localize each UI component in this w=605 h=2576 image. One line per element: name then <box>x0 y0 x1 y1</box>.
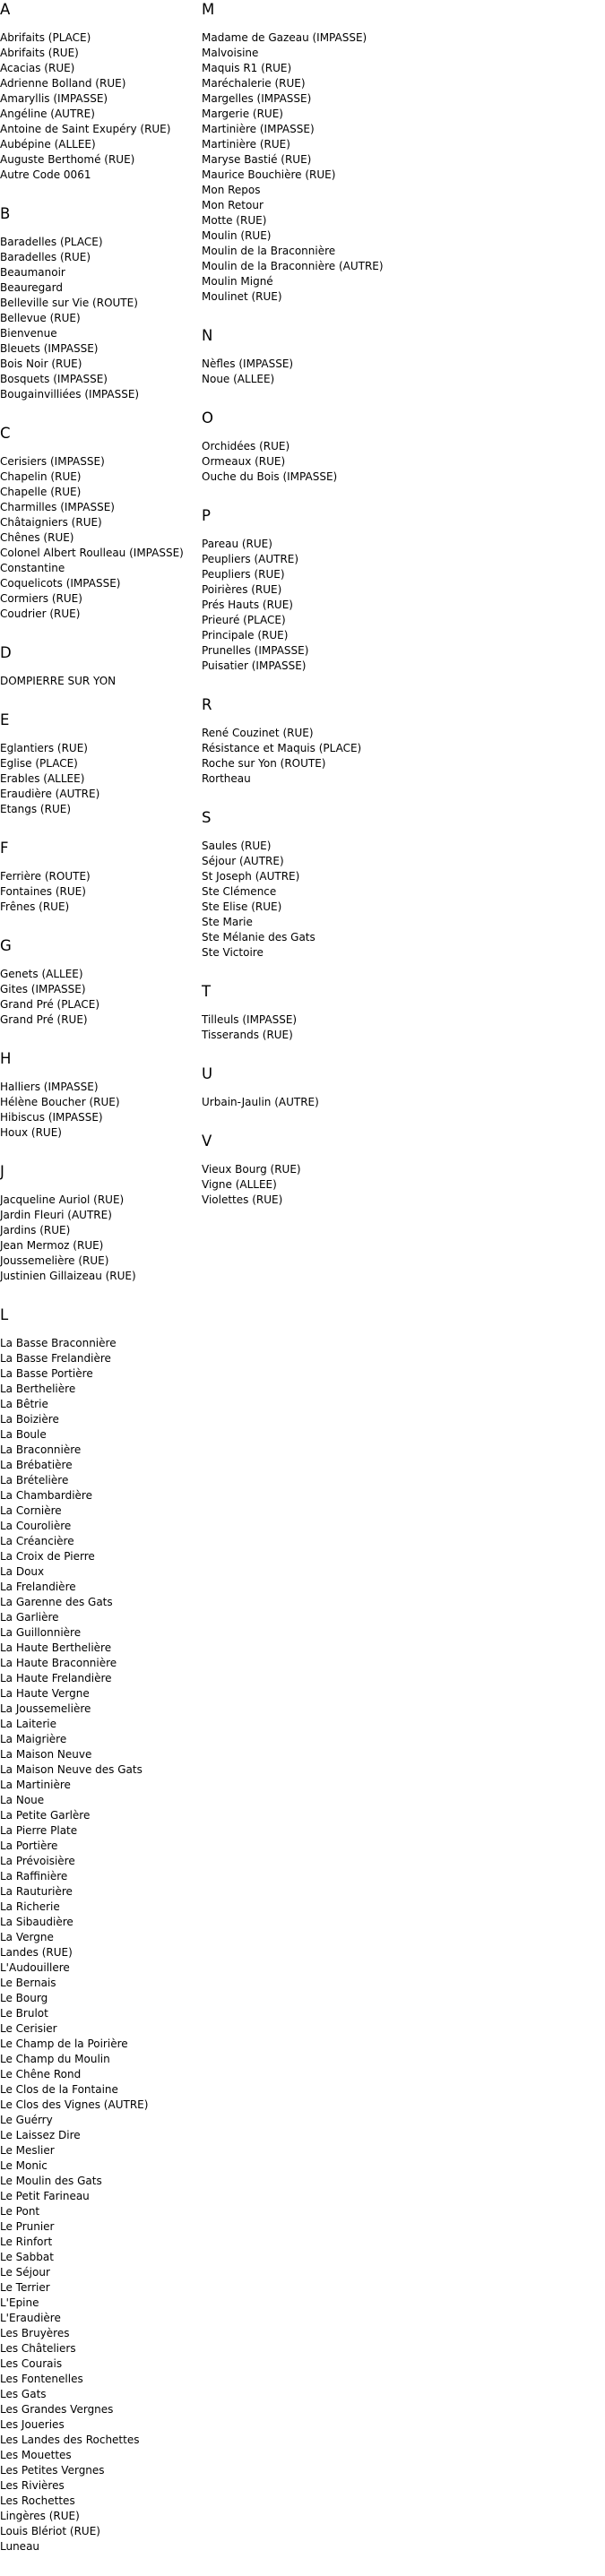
street-link[interactable]: Auguste Berthomé (RUE) <box>0 153 135 166</box>
letter-group-r <box>202 695 596 787</box>
street-link[interactable]: Les Fontenelles <box>0 2373 83 2385</box>
street-link[interactable]: Charmilles (IMPASSE) <box>0 501 115 513</box>
street-link[interactable]: Le Bernais <box>0 1977 56 1989</box>
street-list <box>0 454 193 622</box>
street-link[interactable]: Le Brulot <box>0 2007 48 2020</box>
street-list <box>202 537 596 674</box>
street-link[interactable]: La Raffinière <box>0 1870 68 1882</box>
street-link[interactable]: Motte (RUE) <box>202 214 267 227</box>
street-link[interactable]: Acacias (RUE) <box>0 62 75 74</box>
street-link[interactable]: Roche sur Yon (ROUTE) <box>202 757 326 770</box>
letter-group-t <box>202 982 596 1043</box>
street-link[interactable]: Moulin de la Braconnière (AUTRE) <box>202 260 384 272</box>
street-link[interactable]: Saules (RUE) <box>202 840 272 852</box>
street-list <box>0 1193 193 1284</box>
street-link[interactable]: La Haute Berthelière <box>0 1641 112 1654</box>
street-link[interactable]: Aubépine (ALLEE) <box>0 138 96 151</box>
street-link[interactable]: Les Gats <box>0 2388 47 2400</box>
street-link[interactable]: La Martinière <box>0 1779 71 1791</box>
street-link[interactable]: Frênes (RUE) <box>0 900 70 913</box>
street-link[interactable]: L'Audouillere <box>0 1961 70 1974</box>
street-link[interactable]: Le Bourg <box>0 1992 48 2004</box>
street-link[interactable]: Grand Pré (RUE) <box>0 1013 88 1026</box>
street-list <box>202 1095 596 1110</box>
street-link[interactable]: Le Moulin des Gats <box>0 2175 102 2187</box>
street-link[interactable]: Rortheau <box>202 772 251 785</box>
letter-group-b <box>0 204 193 402</box>
street-link[interactable]: Eglantiers (RUE) <box>0 742 88 754</box>
street-link[interactable]: Eglise (PLACE) <box>0 757 78 770</box>
street-link[interactable]: Chapelin (RUE) <box>0 470 82 483</box>
street-link[interactable]: Fontaines (RUE) <box>0 885 86 898</box>
street-link[interactable]: Peupliers (AUTRE) <box>202 553 299 565</box>
street-link[interactable]: Vigne (ALLEE) <box>202 1178 277 1191</box>
street-link[interactable]: La Haute Frelandière <box>0 1672 112 1684</box>
street-link[interactable]: Pareau (RUE) <box>202 538 272 550</box>
street-link[interactable]: Le Rinfort <box>0 2236 53 2248</box>
letter-group-c <box>0 424 193 622</box>
street-link[interactable]: Les Châteliers <box>0 2342 76 2355</box>
street-link[interactable]: Principale (RUE) <box>202 629 289 642</box>
street-link[interactable]: Louis Blériot (RUE) <box>0 2525 100 2537</box>
street-link[interactable]: La Basse Portière <box>0 1367 93 1380</box>
street-link[interactable]: Jardins (RUE) <box>0 1224 71 1236</box>
street-link[interactable]: Mon Repos <box>202 184 261 196</box>
street-link[interactable]: Les Bruyères <box>0 2327 70 2339</box>
letter-group-e <box>0 711 193 817</box>
street-link[interactable]: Peupliers (RUE) <box>202 568 285 581</box>
street-list <box>0 235 193 402</box>
street-link[interactable]: Violettes (RUE) <box>202 1193 283 1206</box>
street-link[interactable]: Jean Mermoz (RUE) <box>0 1239 104 1252</box>
street-link[interactable]: Jacqueline Auriol (RUE) <box>0 1193 125 1206</box>
street-link[interactable]: La Maison Neuve <box>0 1748 92 1761</box>
street-link[interactable]: Nèfles (IMPASSE) <box>202 358 294 370</box>
letter-heading: C <box>0 425 11 442</box>
street-link[interactable]: L'Epine <box>0 2296 39 2309</box>
street-link[interactable]: Grand Pré (PLACE) <box>0 998 100 1011</box>
letter-heading: D <box>0 644 12 661</box>
street-link[interactable]: Les Courais <box>0 2357 63 2370</box>
street-link[interactable]: La Noue <box>0 1794 45 1806</box>
letter-group-h <box>0 1049 193 1141</box>
street-link[interactable]: Ste Clémence <box>202 885 277 898</box>
street-list <box>0 869 193 915</box>
street-link[interactable]: Coudrier (RUE) <box>0 607 81 620</box>
street-link[interactable]: La Haute Vergne <box>0 1687 90 1700</box>
street-list <box>0 967 193 1028</box>
street-link[interactable]: Angéline (AUTRE) <box>0 108 95 120</box>
street-link[interactable]: Houx (RUE) <box>0 1126 62 1139</box>
letter-heading: L <box>0 1306 9 1323</box>
street-link[interactable]: Châtaigniers (RUE) <box>0 516 102 529</box>
street-list <box>202 839 596 961</box>
street-link[interactable]: La Maison Neuve des Gats <box>0 1763 143 1776</box>
street-link[interactable]: Jardin Fleuri (AUTRE) <box>0 1209 112 1221</box>
street-link[interactable]: Bleuets (IMPASSE) <box>0 342 99 355</box>
street-link[interactable]: Le Séjour <box>0 2266 50 2279</box>
street-link[interactable]: Moulin Migné <box>202 275 273 288</box>
street-link[interactable]: La Berthelière <box>0 1383 76 1395</box>
letter-heading: G <box>0 937 12 954</box>
street-link[interactable]: La Frelandière <box>0 1581 76 1593</box>
street-link[interactable]: La Rauturière <box>0 1885 73 1898</box>
street-link[interactable]: Tilleuls (IMPASSE) <box>202 1013 298 1026</box>
street-link[interactable]: Maréchalerie (RUE) <box>202 77 306 90</box>
street-link[interactable]: Cormiers (RUE) <box>0 592 82 605</box>
letter-group-l <box>0 1305 193 2554</box>
street-link[interactable]: Les Grandes Vergnes <box>0 2403 114 2416</box>
letter-group-g <box>0 936 193 1028</box>
street-link[interactable]: Prés Hauts (RUE) <box>202 599 293 611</box>
letter-heading: P <box>202 507 211 524</box>
street-link[interactable]: Margelles (IMPASSE) <box>202 92 312 105</box>
street-link[interactable]: Moulin de la Braconnière <box>202 245 336 257</box>
street-link[interactable]: Ste Marie <box>202 916 253 928</box>
street-list <box>0 30 193 183</box>
street-link[interactable]: Les Petites Vergnes <box>0 2464 105 2477</box>
street-link[interactable]: La Sibaudière <box>0 1916 73 1928</box>
street-link[interactable]: Ferrière (ROUTE) <box>0 870 91 883</box>
street-link[interactable]: Les Rochettes <box>0 2494 75 2507</box>
street-list <box>202 1162 596 1208</box>
street-link[interactable]: La Portière <box>0 1839 58 1852</box>
street-list <box>202 1012 596 1043</box>
letter-heading: V <box>202 1133 212 1150</box>
street-link[interactable]: Le Prunier <box>0 2220 55 2233</box>
letter-heading: T <box>202 983 212 1000</box>
letter-group-n <box>202 326 596 387</box>
street-link[interactable]: Tisserands (RUE) <box>202 1029 293 1041</box>
street-link[interactable]: Beauregard <box>0 281 63 294</box>
street-link[interactable]: La Basse Frelandière <box>0 1352 111 1365</box>
street-link[interactable]: Le Cerisier <box>0 2022 57 2035</box>
street-link[interactable]: Etangs (RUE) <box>0 803 71 815</box>
street-list <box>202 726 596 787</box>
street-link[interactable]: Halliers (IMPASSE) <box>0 1081 99 1093</box>
street-link[interactable]: L'Eraudière <box>0 2312 61 2324</box>
letter-heading: M <box>202 1 215 18</box>
street-list <box>202 30 596 305</box>
street-link[interactable]: Beaumanoir <box>0 266 65 279</box>
letter-heading: S <box>202 809 212 826</box>
letter-group-d <box>0 643 193 689</box>
street-list <box>0 741 193 817</box>
street-link[interactable]: Les Mouettes <box>0 2449 72 2461</box>
street-link[interactable]: La Bêtrie <box>0 1398 48 1410</box>
letter-group-s <box>202 808 596 961</box>
street-link[interactable]: Maryse Bastié (RUE) <box>202 153 312 166</box>
street-link[interactable]: Gites (IMPASSE) <box>0 983 86 995</box>
street-link[interactable]: Le Guérry <box>0 2114 53 2126</box>
street-link[interactable]: Lingères (RUE) <box>0 2510 80 2522</box>
street-link[interactable]: La Guillonnière <box>0 1626 82 1639</box>
street-link[interactable]: Cerisiers (IMPASSE) <box>0 455 105 468</box>
street-link[interactable]: Eraudière (AUTRE) <box>0 788 100 800</box>
letter-group-v <box>202 1132 596 1208</box>
street-link[interactable]: La Créancière <box>0 1535 74 1547</box>
street-link[interactable]: Genets (ALLEE) <box>0 968 83 980</box>
street-link[interactable]: La Vergne <box>0 1931 54 1943</box>
street-link[interactable]: La Pierre Plate <box>0 1824 78 1837</box>
street-link[interactable]: Baradelles (RUE) <box>0 251 91 263</box>
street-list <box>0 1080 193 1141</box>
street-link[interactable]: Erables (ALLEE) <box>0 772 85 785</box>
street-link[interactable]: Martinière (IMPASSE) <box>202 123 315 135</box>
street-link[interactable]: Antoine de Saint Exupéry (RUE) <box>0 123 171 135</box>
street-link[interactable]: Amaryllis (IMPASSE) <box>0 92 108 105</box>
street-link[interactable]: Prunelles (IMPASSE) <box>202 644 309 657</box>
street-link[interactable]: Ste Elise (RUE) <box>202 900 282 913</box>
street-link[interactable]: Hibiscus (IMPASSE) <box>0 1111 103 1124</box>
street-link[interactable]: Le Terrier <box>0 2281 50 2294</box>
street-link[interactable]: Poirières (RUE) <box>202 583 282 596</box>
street-link[interactable]: Ste Mélanie des Gats <box>202 931 315 943</box>
street-link[interactable]: Colonel Albert Roulleau (IMPASSE) <box>0 547 184 559</box>
street-link[interactable]: Justinien Gillaizeau (RUE) <box>0 1270 136 1282</box>
street-link[interactable]: La Cornière <box>0 1504 62 1517</box>
street-link[interactable]: St Joseph (AUTRE) <box>202 870 300 883</box>
street-link[interactable]: Landes (RUE) <box>0 1946 73 1959</box>
street-link[interactable]: Les Landes des Rochettes <box>0 2434 140 2446</box>
street-link[interactable]: Le Laissez Dire <box>0 2129 81 2141</box>
street-link[interactable]: Joussemelière (RUE) <box>0 1254 109 1267</box>
street-link[interactable]: La Joussemelière <box>0 1702 91 1715</box>
street-link[interactable]: La Petite Garlère <box>0 1809 91 1822</box>
street-link[interactable]: Baradelles (PLACE) <box>0 236 103 248</box>
street-link[interactable]: Chênes (RUE) <box>0 531 74 544</box>
letter-heading: N <box>202 327 213 344</box>
street-link[interactable]: La Maigrière <box>0 1733 67 1745</box>
street-link[interactable]: La Brébatière <box>0 1459 73 1471</box>
street-link[interactable]: Ouche du Bois (IMPASSE) <box>202 470 338 483</box>
street-link[interactable]: Bienvenue <box>0 327 57 340</box>
street-link[interactable]: Hélène Boucher (RUE) <box>0 1096 120 1108</box>
street-link[interactable]: Bougainvilliées (IMPASSE) <box>0 388 140 401</box>
street-link[interactable]: Le Monic <box>0 2159 48 2172</box>
street-link[interactable]: Maurice Bouchière (RUE) <box>202 168 336 181</box>
street-link[interactable]: Luneau <box>0 2540 40 2553</box>
street-link[interactable]: Urbain-Jaulin (AUTRE) <box>202 1096 319 1108</box>
street-link[interactable]: La Croix de Pierre <box>0 1550 95 1563</box>
street-link[interactable]: Moulinet (RUE) <box>202 290 282 303</box>
street-link[interactable]: DOMPIERRE SUR YON <box>0 675 117 687</box>
street-link[interactable]: Vieux Bourg (RUE) <box>202 1163 301 1176</box>
letter-group-u <box>202 1064 596 1110</box>
letter-group-p <box>202 506 596 674</box>
street-link[interactable]: Bois Noir (RUE) <box>0 358 82 370</box>
street-link[interactable]: La Garenne des Gats <box>0 1596 113 1608</box>
street-link[interactable]: Séjour (AUTRE) <box>202 855 284 867</box>
street-link[interactable]: Le Clos de la Fontaine <box>0 2083 118 2096</box>
street-link[interactable]: La Courolière <box>0 1520 72 1532</box>
letter-heading: H <box>0 1050 12 1067</box>
street-link[interactable]: Le Champ de la Poirière <box>0 2038 128 2050</box>
street-link[interactable]: Bosquets (IMPASSE) <box>0 373 108 385</box>
street-link[interactable]: La Basse Braconnière <box>0 1337 117 1349</box>
street-link[interactable]: Adrienne Bolland (RUE) <box>0 77 126 90</box>
street-list <box>202 439 596 485</box>
street-link[interactable]: Le Clos des Vignes (AUTRE) <box>0 2098 149 2111</box>
street-link[interactable]: Madame de Gazeau (IMPASSE) <box>202 31 367 44</box>
street-link[interactable]: La Brételière <box>0 1474 69 1486</box>
street-link[interactable]: La Boizière <box>0 1413 59 1426</box>
street-index-left-column <box>0 0 193 2576</box>
street-link[interactable]: Abrifaits (RUE) <box>0 47 79 59</box>
letter-group-m <box>202 0 596 305</box>
letter-heading: R <box>202 696 212 713</box>
street-link[interactable]: Bellevue (RUE) <box>0 312 81 324</box>
street-link[interactable]: Ste Victoire <box>202 946 264 959</box>
street-link[interactable]: Malvoisine <box>202 47 259 59</box>
street-link[interactable]: Le Chêne Rond <box>0 2068 82 2081</box>
street-link[interactable]: Margerie (RUE) <box>202 108 283 120</box>
street-link[interactable]: Noue (ALLEE) <box>202 373 275 385</box>
street-link[interactable]: René Couzinet (RUE) <box>202 727 314 739</box>
street-link[interactable]: Chapelle (RUE) <box>0 486 82 498</box>
letter-group-f <box>0 839 193 915</box>
letter-group-j <box>0 1162 193 1284</box>
street-link[interactable]: Belleville sur Vie (ROUTE) <box>0 297 138 309</box>
letter-heading: E <box>0 711 10 728</box>
street-link[interactable]: Le Pont <box>0 2205 40 2218</box>
street-link[interactable]: La Garlière <box>0 1611 59 1624</box>
street-list <box>0 1336 193 2554</box>
letter-heading: A <box>0 1 11 18</box>
street-list <box>202 357 596 387</box>
street-link[interactable]: Autre Code 0061 <box>0 168 91 181</box>
street-link[interactable]: Abrifaits (PLACE) <box>0 31 91 44</box>
street-link[interactable]: Martinière (RUE) <box>202 138 290 151</box>
street-link[interactable]: Puisatier (IMPASSE) <box>202 659 307 672</box>
street-list <box>0 674 193 689</box>
street-index-right-column <box>202 0 596 1229</box>
street-link[interactable]: Le Meslier <box>0 2144 55 2157</box>
street-link[interactable]: Le Petit Farineau <box>0 2190 90 2202</box>
street-link[interactable]: Constantine <box>0 562 65 574</box>
street-link[interactable]: La Prévoisière <box>0 1855 75 1867</box>
street-link[interactable]: Les Rivières <box>0 2479 65 2492</box>
street-link[interactable]: Coquelicots (IMPASSE) <box>0 577 121 590</box>
letter-heading: F <box>0 840 9 857</box>
street-link[interactable]: Maquis R1 (RUE) <box>202 62 292 74</box>
street-link[interactable]: La Chambardière <box>0 1489 92 1502</box>
street-link[interactable]: Le Sabbat <box>0 2251 54 2263</box>
letter-group-o <box>202 409 596 485</box>
street-link[interactable]: La Doux <box>0 1565 45 1578</box>
letter-group-a <box>0 0 193 183</box>
letter-heading: B <box>0 205 11 222</box>
street-link[interactable]: Les Joueries <box>0 2418 65 2431</box>
street-link[interactable]: Ormeaux (RUE) <box>202 455 286 468</box>
letter-heading: U <box>202 1065 213 1082</box>
street-link[interactable]: La Laiterie <box>0 1718 56 1730</box>
street-link[interactable]: La Boule <box>0 1428 47 1441</box>
street-link[interactable]: Prieuré (PLACE) <box>202 614 286 626</box>
street-link[interactable]: Moulin (RUE) <box>202 229 272 242</box>
letter-heading: O <box>202 409 213 426</box>
street-link[interactable]: La Braconnière <box>0 1443 82 1456</box>
street-link[interactable]: La Richerie <box>0 1900 60 1913</box>
street-link[interactable]: Le Champ du Moulin <box>0 2053 110 2065</box>
street-link[interactable]: Orchidées (RUE) <box>202 440 290 452</box>
street-link[interactable]: Résistance et Maquis (PLACE) <box>202 742 362 754</box>
street-link[interactable]: Mon Retour <box>202 199 264 211</box>
letter-heading: J <box>0 1163 4 1180</box>
street-link[interactable]: La Haute Braconnière <box>0 1657 117 1669</box>
